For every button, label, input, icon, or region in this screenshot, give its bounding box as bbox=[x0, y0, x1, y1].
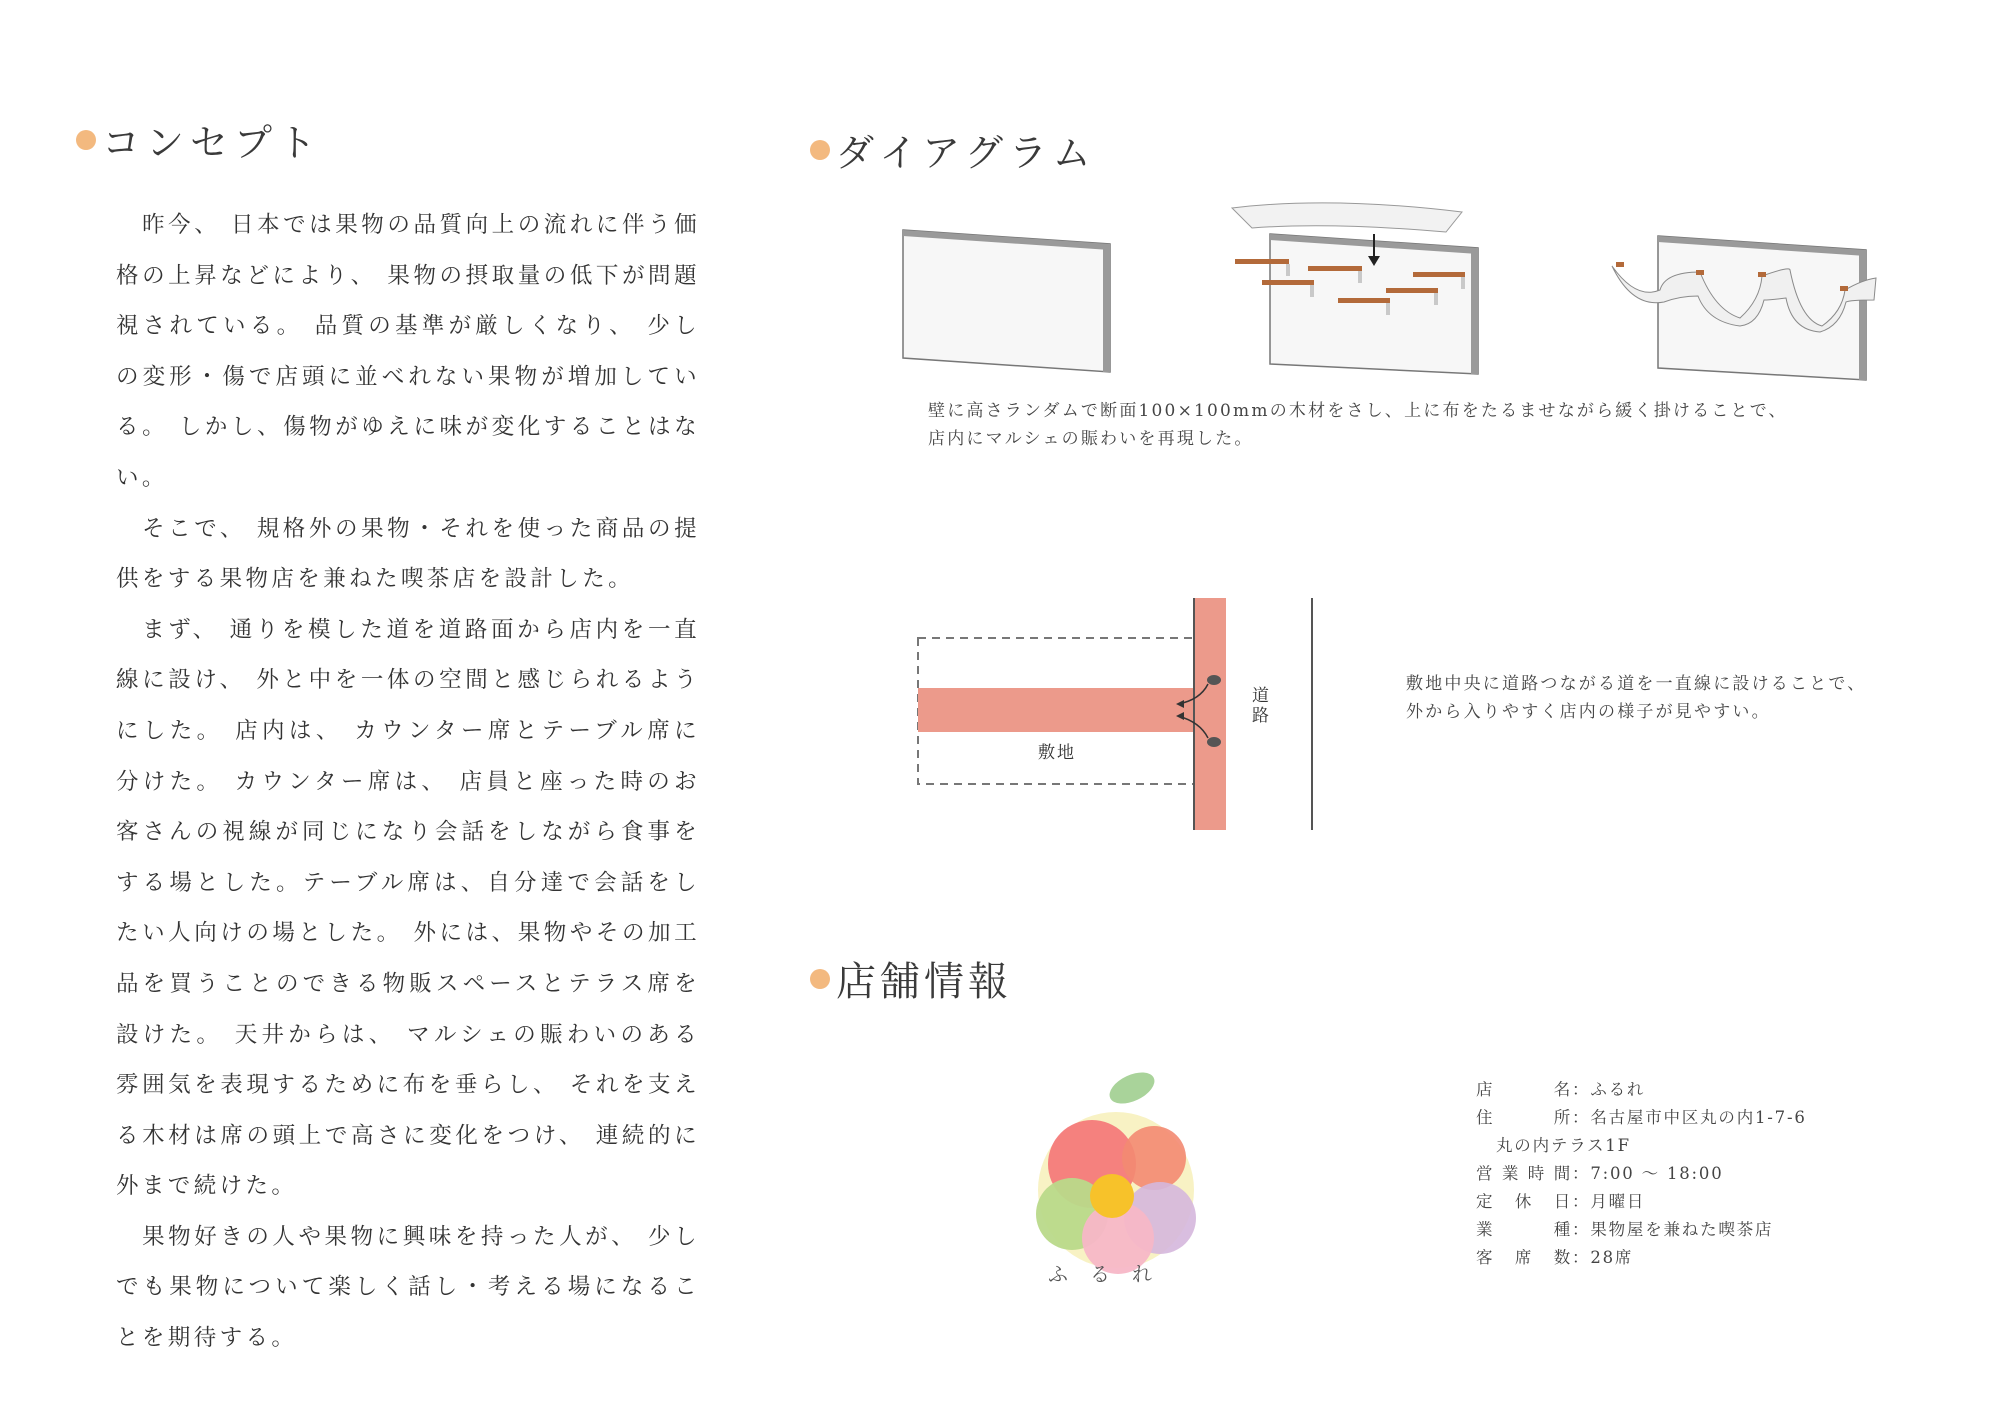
wall-diagram-1 bbox=[903, 230, 1110, 372]
concept-title: コンセプト bbox=[102, 121, 323, 165]
info-row-closed: 定休日：月曜日 bbox=[1476, 1192, 1646, 1211]
caption-line: 敷地中央に道路つながる道を一直線に設けることで、 bbox=[1406, 674, 1867, 694]
wall-diagram-2 bbox=[1232, 203, 1478, 374]
plan-diagram-caption bbox=[1406, 670, 1926, 726]
info-row-name: 店名：ふるれ bbox=[1476, 1080, 1646, 1099]
caption-line: 店内にマルシェの賑わいを再現した。 bbox=[928, 429, 1254, 449]
site-label: 敷地 bbox=[1038, 743, 1076, 763]
wall-diagram-caption bbox=[928, 397, 1888, 453]
shop-title: 店舗情報 bbox=[836, 959, 1012, 1005]
shop-logo bbox=[1036, 1066, 1196, 1274]
caption-line: 外から入りやすく店内の様子が見やすい。 bbox=[1406, 702, 1771, 722]
wall-diagram-3 bbox=[1612, 236, 1876, 380]
info-row-type: 業種：果物屋を兼ねた喫茶店 bbox=[1476, 1220, 1774, 1239]
concept-paragraph: 果物好きの人や果物に興味を持った人が、 少しでも果物について楽しく話し・考える場になることを期待する。 bbox=[116, 1223, 700, 1352]
info-row-seats: 客席数：28席 bbox=[1476, 1248, 1634, 1267]
info-row-address: 住所：名古屋市中区丸の内1-7-6 bbox=[1476, 1108, 1807, 1127]
concept-paragraph: そこで、 規格外の果物・それを使った商品の提供をする果物店を兼ねた喫茶店を設計した。 bbox=[116, 515, 700, 593]
info-row-address-2: 丸の内テラス1F bbox=[1496, 1136, 1631, 1155]
concept-paragraph: 昨今、 日本では果物の品質向上の流れに伴う価格の上昇などにより、 果物の摂取量の低下が問題視されている。 品質の基準が厳しくなり、 少しの変形・傷で店頭に並べれない果物が増加している。 しかし、傷物がゆえに味が変化することはない。 bbox=[116, 212, 700, 491]
logo-text: ふるれ bbox=[1048, 1262, 1174, 1286]
road-label: 道路 bbox=[1252, 686, 1269, 726]
info-row-hours: 営業時間：7:00 〜 18:00 bbox=[1476, 1164, 1724, 1183]
caption-line: 壁に高さランダムで断面100×100mmの木材をさし、上に布をたるませながら緩く掛けることで、 bbox=[928, 401, 1788, 421]
concept-paragraph: まず、 通りを模した道を道路面から店内を一直線に設け、 外と中を一体の空間と感じられるようにした。 店内は、 カウンター席とテーブル席に分けた。 カウンター席は、 店員と座った時のお客さんの視線が同じになり会話をしながら食事をする場とした。テーブル席は、自分達で会話をしたい人向けの場とした。 外には、果物やその加工品を買うことのできる物販スペースとテラス席を設けた。 天井からは、 マルシェの賑わいのある雰囲気を表現するために布を垂らし、 それを支える木材は席の頭上で高さに変化をつけ、 連続的に外まで続けた。 bbox=[116, 616, 700, 1200]
diagram-title: ダイアグラム bbox=[836, 131, 1097, 175]
shop-info bbox=[1476, 1076, 1807, 1272]
